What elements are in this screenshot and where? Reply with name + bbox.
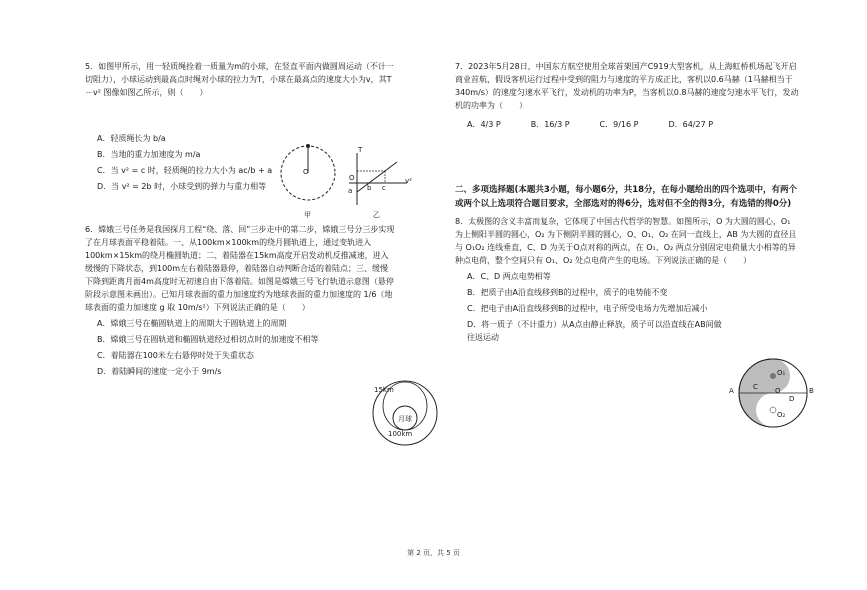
- question-7-options: [467, 118, 800, 131]
- orbit-100km-label: 100km: [388, 430, 413, 438]
- axis-t-label: T: [358, 146, 363, 154]
- taiji-label-o1: O₁: [777, 369, 786, 377]
- taiji-label-d: D: [789, 395, 795, 403]
- question-6-stem: 6．嫦娥三号任务是我国探月工程“绕、落、回”三步走中的第二步，嫦娥三号分三步实现了在月球表面平稳着陆。一、从100km×100km的绕月圆轨道上，通过变轨进入100km×15km的绕月椭圆轨道；二、着陆器在15km高度开启发动机反推减速，进入缓慢的下降状态，到100m左右着陆器悬停，着陆器自动判断合适的着陆点；三、缓慢下降到距离月面4m高度时无初速自由下落着陆。如图是嫦娥三号飞行轨道示意图（悬停阶段示意图未画出）。已知月球表面的重力加速度约为地球表面的重力加速度的 1/6（地球表面的重力加速度 g 取 10m/s²）下列说法正确的是（ ）: [85, 225, 395, 312]
- question-8-option-a: A．C、D 两点电势相等: [467, 272, 551, 281]
- orbit-figure: [370, 378, 440, 448]
- axis-b-label: b: [367, 184, 372, 192]
- question-7-option-d: D．64/27 P: [668, 120, 714, 129]
- question-8-option-b: B．把质子由A沿直线移到B的过程中，质子的电势能不变: [467, 288, 668, 297]
- question-8-option-d: D．将一质子（不计重力）从A点由静止释放，质子可以沿直线在AB间做往返运动: [467, 320, 722, 342]
- question-6-option-a: A．嫦娥三号在椭圆轨道上的周期大于圆轨道上的周期: [97, 319, 287, 328]
- figure-jia-center-label: O: [303, 168, 309, 176]
- taiji-label-o2: O₂: [777, 411, 786, 419]
- question-6-option-d: D．着陆瞬间的速度一定小于 9m/s: [97, 367, 222, 376]
- question-5-option-b: B．当地的重力加速度为 m/a: [97, 150, 201, 159]
- question-7-option-b: B．16/3 P: [530, 120, 570, 129]
- figure-jia: [278, 140, 338, 220]
- left-column: [85, 60, 395, 384]
- question-6-option-c: C．着陆器在100米左右悬停时处于失重状态: [97, 351, 254, 360]
- question-7-stem: 7．2023年5月28日，中国东方航空使用全球首架国产C919大型客机，从上海虹桥机场起飞开启商业首航，假设客机运行过程中受到的阻力与速度的平方成正比，客机以0.6马赫（1马赫相当于340m/s）的速度匀速水平飞行，发动机的功率为P，当客机以0.8马赫的速度匀速水平飞行，发动机的功率为（ ）: [455, 62, 799, 110]
- taiji-label-c: C: [753, 383, 758, 391]
- question-7: [455, 60, 800, 131]
- orbit-moon-label: 月球: [398, 415, 412, 423]
- taiji-label-a: A: [729, 387, 734, 395]
- question-6: [85, 223, 395, 378]
- figure-jia-caption: 甲: [304, 211, 311, 219]
- section-2-heading: 二、多项选择题(本题共3小题，每小题6分，共18分，在每小题给出的四个选项中，有两个或两个以上选项符合题目要求，全部选对的得6分，选对但不全的得3分，有选错的得0分): [455, 185, 798, 209]
- question-7-option-c: C．9/16 P: [599, 120, 639, 129]
- question-5-option-d: D．当 v² = 2b 时，小球受到的弹力与重力相等: [97, 182, 267, 191]
- question-8-stem: 8．太极图的含义丰富而复杂，它体现了中国古代哲学的智慧。如图所示，O 为大圆的圆心，O₁ 为上侧阳半圆的圆心，O₂ 为下侧阴半圆的圆心，O、O₁、O₂ 在同一直线上，AB 为大圆的直径且与 O₁O₂ 连线垂直，C、D 为关于O点对称的两点，在 O₁、O₂ 两点分别固定电荷量大小相等的异种点电荷，整个空间只有 O₁、O₂ 处点电荷产生的电场。下列说法正确的是（ ）: [455, 217, 797, 265]
- right-column: [455, 60, 800, 350]
- page-footer: 第 2 页，共 5 页: [407, 549, 460, 557]
- figure-yi: [345, 146, 415, 220]
- orbit-15km-label: 15km: [374, 386, 394, 394]
- question-8-option-c: C．把电子由A沿直线移到B的过程中，电子所受电场力先增加后减小: [467, 304, 708, 313]
- question-5-option-c: C．当 v² = c 时，轻质绳的拉力大小为 ac/b + a: [97, 166, 273, 175]
- question-5-stem: 5．如图甲所示，用一轻质绳拴着一质量为m的小球，在竖直平面内做圆周运动（不计一切阻力），小球运动到最高点时绳对小球的拉力为T，小球在最高点的速度大小为v，其T－v² 图像如图乙所示，则（ ）: [85, 62, 394, 97]
- taiji-label-o: O: [775, 387, 781, 395]
- question-5-option-a: A．轻质绳长为 b/a: [97, 134, 166, 143]
- taiji-diagram: [735, 355, 815, 435]
- axis-a-label: a: [348, 187, 353, 195]
- question-6-option-b: B．嫦娥三号在圆轨道和椭圆轨道经过相切点时的加速度不相等: [97, 335, 319, 344]
- axis-v2-label: v²: [405, 177, 412, 185]
- question-7-option-a: A．4/3 P: [467, 120, 501, 129]
- question-8: [455, 215, 800, 344]
- taiji-label-b: B: [809, 387, 814, 395]
- figure-yi-caption: 乙: [373, 211, 380, 219]
- axis-c-label: c: [382, 184, 386, 192]
- taiji-figure: [729, 355, 815, 435]
- axis-origin-label: O: [349, 174, 355, 182]
